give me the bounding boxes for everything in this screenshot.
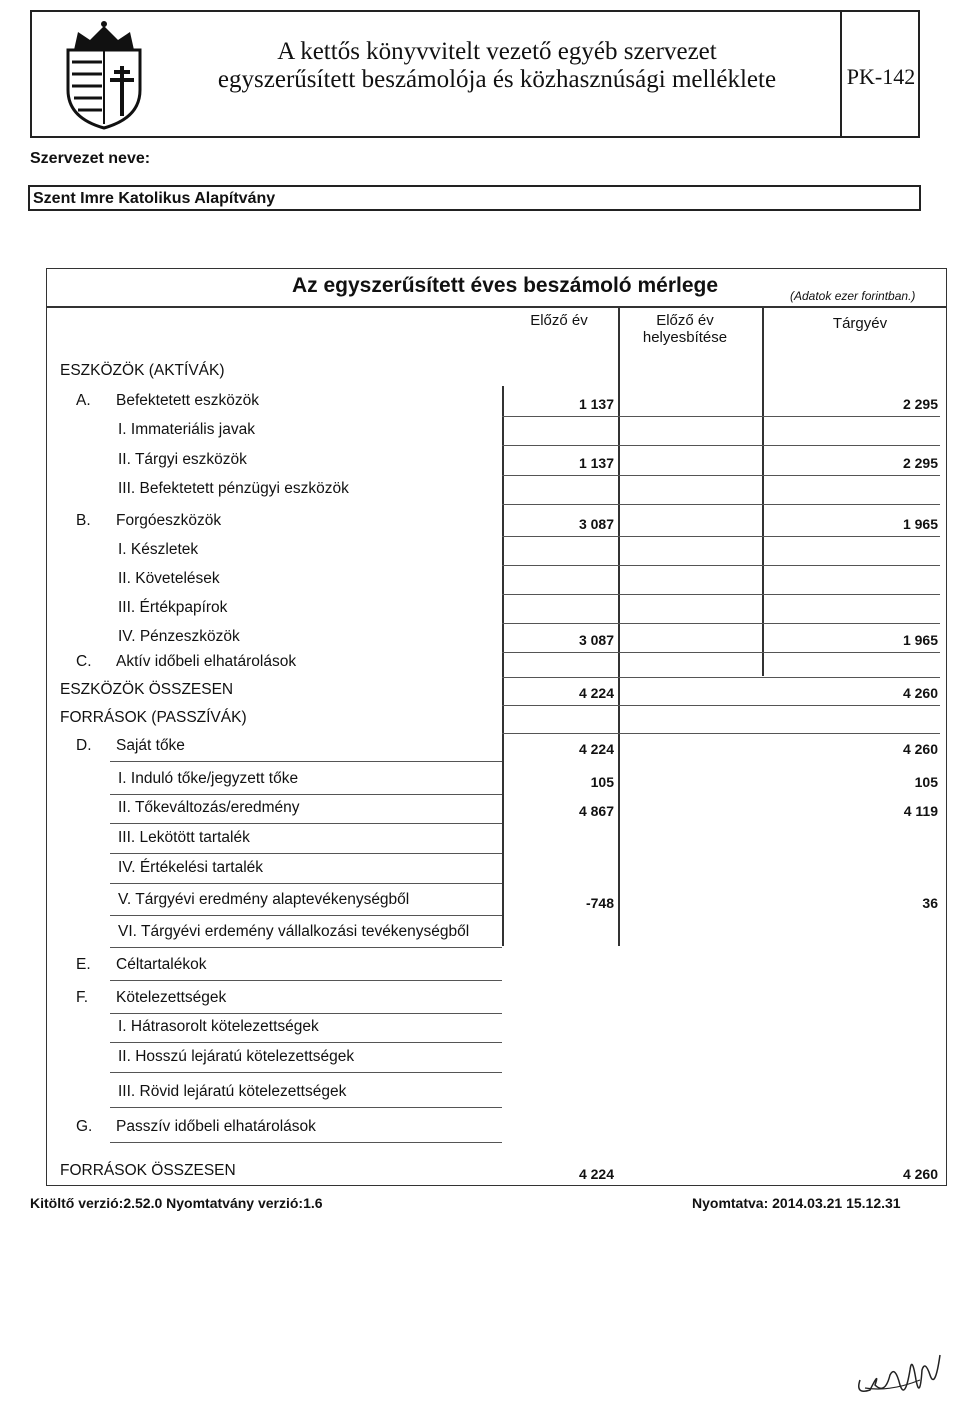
unit-note: (Adatok ezer forintban.) bbox=[790, 289, 916, 303]
row-label: Céltartalékok bbox=[116, 956, 207, 973]
version-info: Kitöltő verzió:2.52.0 Nyomtatvány verzió:1.6 bbox=[30, 1195, 323, 1211]
row-separator bbox=[110, 1142, 502, 1143]
row-letter: F. bbox=[76, 989, 89, 1006]
row-separator bbox=[110, 1042, 502, 1043]
row-label: III. Értékpapírok bbox=[118, 599, 228, 616]
row-separator bbox=[502, 536, 940, 537]
row-label: Befektetett eszközök bbox=[116, 392, 260, 409]
row-current-value: 2 295 bbox=[902, 396, 938, 412]
column-separator bbox=[762, 306, 764, 676]
row-label: III. Rövid lejáratú kötelezettségek bbox=[118, 1083, 347, 1100]
row-prev-value: 1 137 bbox=[578, 396, 614, 412]
row-label: ESZKÖZÖK ÖSSZESEN bbox=[60, 681, 234, 698]
row-separator bbox=[110, 794, 502, 795]
row-prev-value: 4 224 bbox=[578, 741, 614, 757]
row-separator bbox=[110, 980, 502, 981]
row-separator bbox=[110, 883, 502, 884]
form-title-line1: A kettős könyvvitelt vezető egyéb szervezet bbox=[277, 38, 717, 65]
row-label: III. Befektetett pénzügyi eszközök bbox=[118, 480, 349, 497]
row-label: Aktív időbeli elhatárolások bbox=[116, 653, 297, 670]
row-letter: D. bbox=[76, 737, 92, 754]
column-header-adjustment-line2: helyesbítése bbox=[642, 329, 728, 346]
signature bbox=[850, 1350, 950, 1410]
column-separator bbox=[618, 306, 620, 946]
row-separator bbox=[502, 623, 940, 624]
row-label: FORRÁSOK (PASSZÍVÁK) bbox=[60, 709, 247, 726]
row-prev-value: 4 867 bbox=[578, 803, 614, 819]
row-prev-value: 4 224 bbox=[578, 1166, 614, 1182]
row-label: II. Tárgyi eszközök bbox=[118, 451, 247, 468]
row-prev-value: -748 bbox=[585, 895, 614, 911]
row-separator bbox=[502, 445, 940, 446]
row-current-value: 105 bbox=[914, 774, 938, 790]
row-label: IV. Pénzeszközök bbox=[118, 628, 240, 645]
print-timestamp: Nyomtatva: 2014.03.21 15.12.31 bbox=[692, 1195, 901, 1211]
row-separator bbox=[502, 416, 940, 417]
row-prev-value: 3 087 bbox=[578, 632, 614, 648]
row-label: I. Induló tőke/jegyzett tőke bbox=[118, 770, 299, 787]
form-title-line2: egyszerűsített beszámolója és közhasznúsági melléklete bbox=[217, 66, 777, 93]
row-label: I. Készletek bbox=[118, 541, 199, 558]
column-header-current: Tárgyév bbox=[832, 315, 888, 332]
row-label: III. Lekötött tartalék bbox=[118, 829, 250, 846]
column-header-prev: Előző év bbox=[530, 312, 588, 329]
organization-name-field[interactable]: Szent Imre Katolikus Alapítvány bbox=[28, 185, 921, 211]
form-title bbox=[152, 38, 842, 94]
row-label: Kötelezettségek bbox=[116, 989, 227, 1006]
row-separator bbox=[502, 733, 940, 734]
row-label: V. Tárgyévi eredmény alaptevékenységből bbox=[118, 891, 410, 908]
row-letter: B. bbox=[76, 512, 91, 529]
row-label: II. Hosszú lejáratú kötelezettségek bbox=[118, 1048, 355, 1065]
row-separator bbox=[110, 761, 502, 762]
row-prev-value: 3 087 bbox=[578, 516, 614, 532]
row-separator bbox=[502, 677, 940, 678]
row-current-value: 2 295 bbox=[902, 455, 938, 471]
row-prev-value: 1 137 bbox=[578, 455, 614, 471]
row-separator bbox=[110, 915, 502, 916]
row-current-value: 1 965 bbox=[902, 516, 938, 532]
row-separator bbox=[502, 475, 940, 476]
row-label: IV. Értékelési tartalék bbox=[118, 859, 264, 876]
row-current-value: 4 260 bbox=[902, 741, 938, 757]
row-separator bbox=[110, 1013, 502, 1014]
row-letter: G. bbox=[76, 1118, 93, 1135]
row-separator bbox=[502, 565, 940, 566]
form-code: PK-142 bbox=[846, 64, 916, 89]
row-prev-value: 105 bbox=[590, 774, 614, 790]
organization-label: Szervezet neve: bbox=[30, 150, 151, 167]
row-prev-value: 4 224 bbox=[578, 685, 614, 701]
row-label: I. Immateriális javak bbox=[118, 421, 255, 438]
row-label: Saját tőke bbox=[116, 737, 185, 754]
row-separator bbox=[502, 705, 940, 706]
row-label: VI. Tárgyévi erdemény vállalkozási tevékenységből bbox=[118, 923, 470, 940]
row-label: Passzív időbeli elhatárolások bbox=[116, 1118, 316, 1135]
column-header-adjustment-line1: Előző év bbox=[656, 312, 714, 329]
row-current-value: 4 119 bbox=[903, 803, 938, 819]
row-letter: E. bbox=[76, 956, 91, 973]
row-label: II. Tőkeváltozás/eredmény bbox=[118, 799, 300, 816]
row-current-value: 1 965 bbox=[902, 632, 938, 648]
row-separator bbox=[110, 1107, 502, 1108]
row-label: II. Követelések bbox=[118, 570, 220, 587]
header-divider bbox=[840, 12, 842, 136]
title-divider bbox=[46, 306, 947, 308]
balance-title: Az egyszerűsített éves beszámoló mérlege bbox=[292, 274, 719, 297]
coat-of-arms-icon bbox=[60, 20, 148, 130]
form-header bbox=[30, 10, 920, 138]
row-separator bbox=[110, 823, 502, 824]
row-separator bbox=[502, 594, 940, 595]
row-label: Forgóeszközök bbox=[116, 512, 222, 529]
row-separator bbox=[502, 504, 940, 505]
row-label: FORRÁSOK ÖSSZESEN bbox=[60, 1162, 236, 1179]
row-letter: C. bbox=[76, 653, 92, 670]
column-header-adjustment bbox=[620, 312, 750, 346]
row-separator bbox=[502, 652, 940, 653]
row-letter: A. bbox=[76, 392, 91, 409]
assets-heading: ESZKÖZÖK (AKTÍVÁK) bbox=[60, 362, 225, 379]
row-separator bbox=[110, 947, 502, 948]
row-current-value: 4 260 bbox=[902, 685, 938, 701]
row-label: I. Hátrasorolt kötelezettségek bbox=[118, 1018, 319, 1035]
row-current-value: 36 bbox=[922, 895, 938, 911]
row-separator bbox=[110, 853, 502, 854]
row-current-value: 4 260 bbox=[902, 1166, 938, 1182]
row-separator bbox=[110, 1072, 502, 1073]
